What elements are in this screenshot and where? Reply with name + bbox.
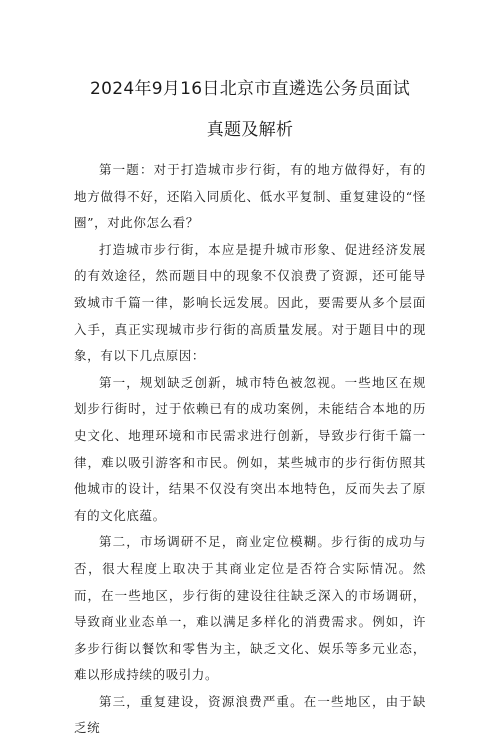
question-paragraph: 第一题：对于打造城市步行街，有的地方做得好，有的地方做得不好，还陷入同质化、低水平复制、重复建设的“怪圈”，对此你怎么看？ (74, 162, 426, 231)
document-title-line-1: 2024年9月16日北京市直遴选公务员面试 (89, 79, 410, 99)
reason-one-paragraph: 第一，规划缺乏创新，城市特色被忽视。一些地区在规划步行街时，过于依赖已有的成功案例，未能结合本地的历史文化、地理环境和市民需求进行创新，导致步行街千篇一律，难以吸引游客和市民。例如，某些城市的步行街仿照其他城市的设计，结果不仅没有突出本地特色，反而失去了原有的文化底蕴。 (74, 374, 426, 523)
reason-two-paragraph: 第二，市场调研不足，商业定位模糊。步行街的成功与否，很大程度上取决于其商业定位是否符合实际情况。然而，在一些地区，步行街的建设往往缺乏深入的市场调研，导致商业业态单一，难以满足多样化的消费需求。例如，许多步行街以餐饮和零售为主，缺乏文化、娱乐等多元业态，难以形成持续的吸引力。 (74, 534, 426, 683)
document-body (74, 157, 426, 742)
reason-three-paragraph: 第三，重复建设，资源浪费严重。在一些地区，由于缺乏统 (74, 693, 426, 736)
intro-paragraph: 打造城市步行街，本应是提升城市形象、促进经济发展的有效途径，然而题目中的现象不仅浪费了资源，还可能导致城市千篇一律，影响长远发展。因此，要需要从多个层面入手，真正实现城市步行街的高质量发展。对于题目中的现象，有以下几点原因： (74, 241, 426, 364)
document-title-line-2: 真题及解析 (206, 120, 294, 140)
